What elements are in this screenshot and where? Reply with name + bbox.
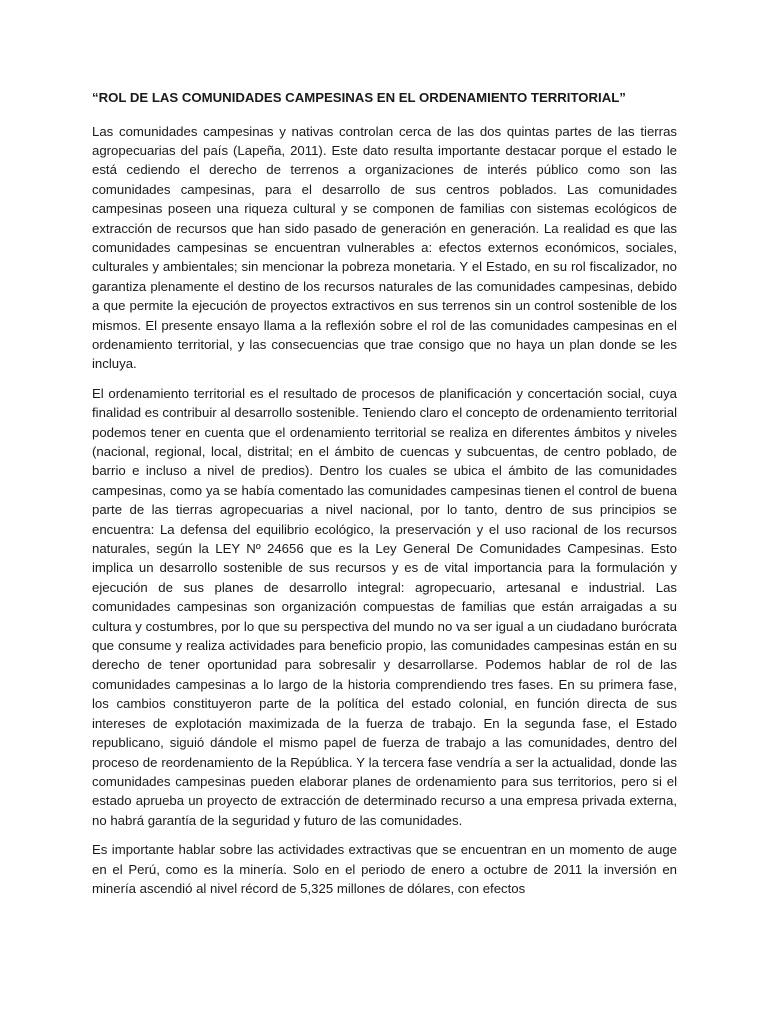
paragraph-ordenamiento-territorial: El ordenamiento territorial es el resultado de procesos de planificación y concertación social, cuya finalidad es contribuir al desarrollo sostenible. Teniendo claro el concepto de ordenamiento territorial podemos tener en cuenta que el ordenamiento territorial se realiza en diferentes ámbitos y niveles (nacional, regional, local, distrital; en el ámbito de cuencas y subcuentas, de centro poblado, de barrio e incluso a nivel de predios). Dentro los cuales se ubica el ámbito de las comunidades campesinas, como ya se había comentado las comunidades campesinas tienen el control de buena parte de las tierras agropecuarias a nivel nacional, por lo tanto, dentro de sus principios se encuentra: La defensa del equilibrio ecológico, la preservación y el uso racional de los recursos naturales, según la LEY Nº 24656 que es la Ley General De Comunidades Campesinas. Esto implica un desarrollo sostenible de sus recursos y es de vital importancia para la formulación y ejecución de sus planes de desarrollo integral: agropecuario, artesanal e industrial. Las comunidades campesinas son organización compuestas de familias que están arraigadas a su cultura y costumbres, por lo que su perspectiva del mundo no va ser igual a un ciudadano burócrata que consume y realiza actividades para beneficio propio, las comunidades campesinas están en su derecho de tener oportunidad para sobresalir y desarrollarse. Podemos hablar de rol de las comunidades campesinas a lo largo de la historia comprendiendo tres fases. En su primera fase, los cambios constituyeron parte de la política del estado colonial, en función directa de sus intereses de explotación maximizada de la fuerza de trabajo. En la segunda fase, el Estado republicano, siguió dándole el mismo papel de fuerza de trabajo a las comunidades, dentro del proceso de reordenamiento de la República. Y la tercera fase vendría a ser la actualidad, donde las comunidades campesinas pueden elaborar planes de ordenamiento para sus territorios, pero si el estado aprueba un proyecto de extracción de determinado recurso a una empresa privada externa, no habrá garantía de la seguridad y futuro de las comunidades.	[92, 385, 677, 828]
paragraph-introduction: Las comunidades campesinas y nativas controlan cerca de las dos quintas partes de las tierras agropecuarias del país (Lapeña, 2011). Este dato resulta importante destacar porque el estado le está cediendo el derecho de terrenos a organizaciones de interés público como son las comunidades campesinas, para el desarrollo de sus centros poblados. Las comunidades campesinas poseen una riqueza cultural y se componen de familias con sistemas ecológicos de extracción de recursos que han sido pasado de generación en generación. La realidad es que las comunidades campesinas se encuentran vulnerables a: efectos externos económicos, sociales, culturales y ambientales; sin mencionar la pobreza monetaria. Y el Estado, en su rol fiscalizador, no garantiza plenamente el destino de los recursos naturales de las comunidades campesinas, debido a que permite la ejecución de proyectos extractivos en sus terrenos sin un control sostenible de los mismos. El presente ensayo llama a la reflexión sobre el rol de las comunidades campesinas en el ordenamiento territorial, y las consecuencias que trae consigo que no haya un plan donde se les incluya.	[92, 123, 677, 372]
document-page	[92, 88, 677, 1018]
paragraph-actividades-extractivas: Es importante hablar sobre las actividades extractivas que se encuentran en un momento de auge en el Perú, como es la minería. Solo en el periodo de enero a octubre de 2011 la inversión en minería ascendió al nivel récord de 5,325 millones de dólares, con efectos	[92, 842, 677, 896]
document-title: “ROL DE LAS COMUNIDADES CAMPESINAS EN EL ORDENAMIENTO TERRITORIAL”	[92, 90, 626, 105]
